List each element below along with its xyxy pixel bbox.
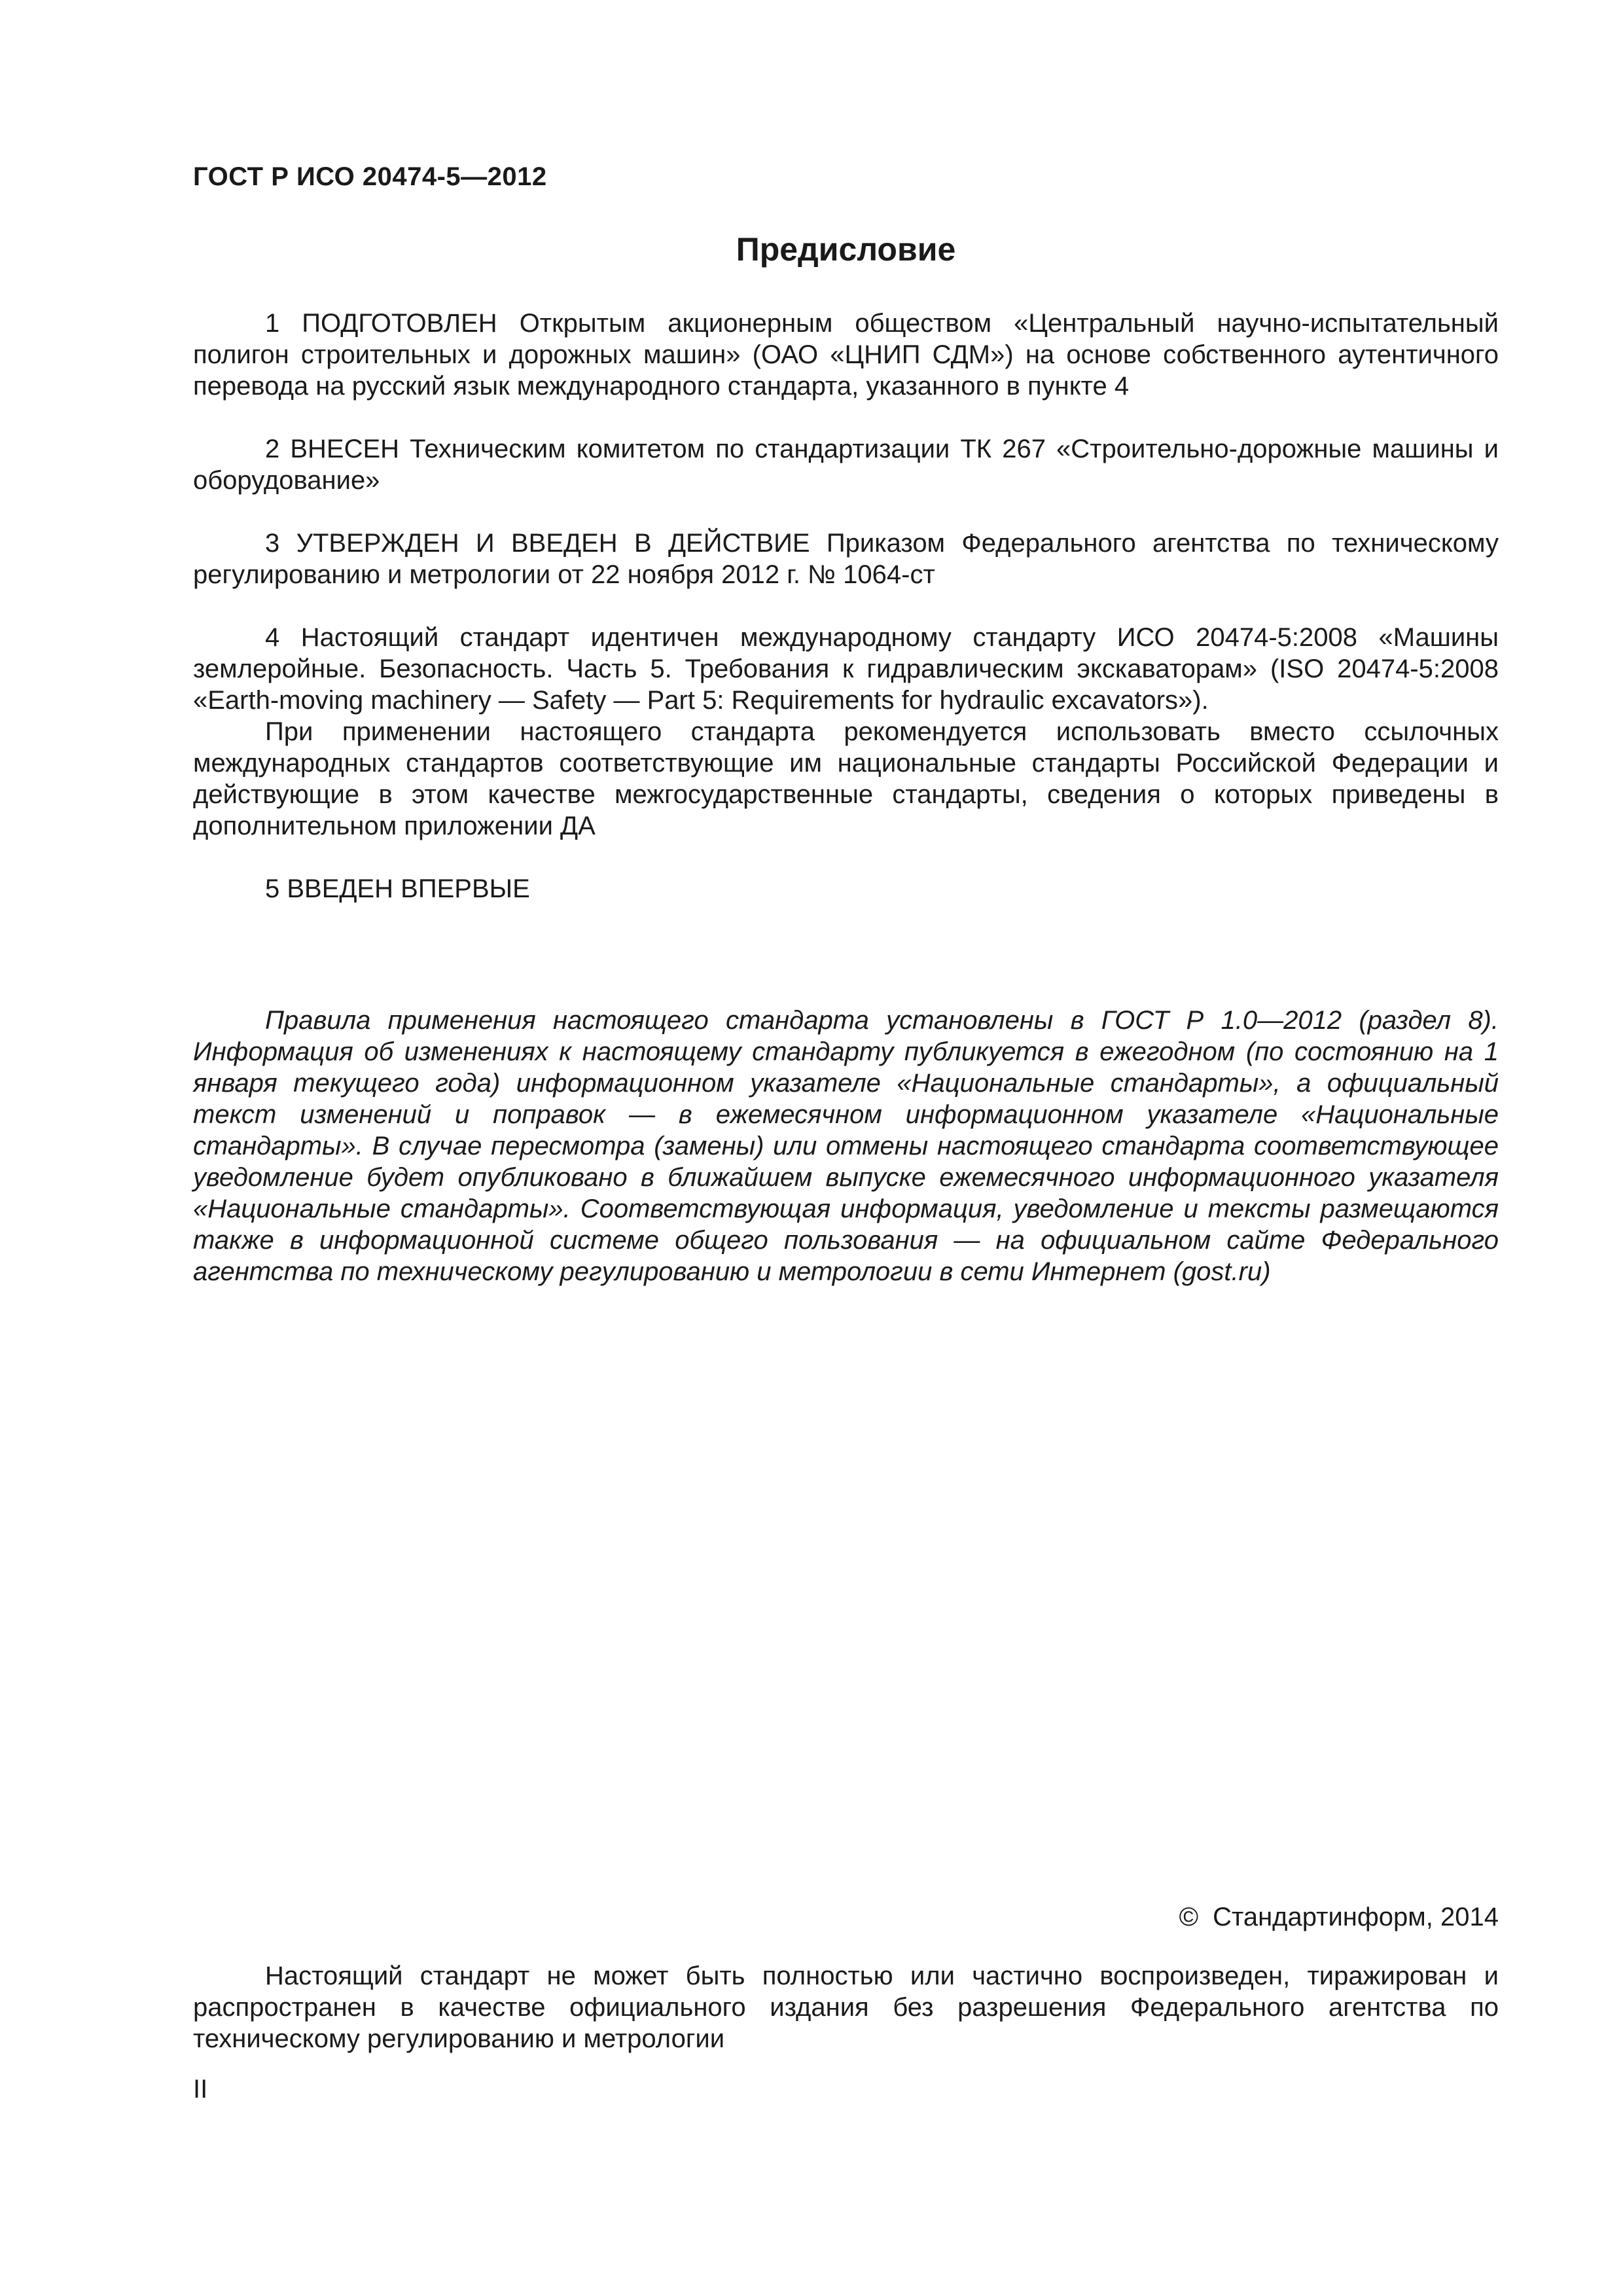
- item-keyword: ПОДГОТОВЛЕН: [302, 309, 497, 338]
- item-number: 5: [265, 874, 280, 903]
- item-keyword: Настоящий стандарт идентичен международному стандарту: [300, 623, 1096, 652]
- page-number: II: [193, 2075, 208, 2104]
- item-keyword: ВНЕСЕН: [290, 435, 400, 463]
- item-number: 1: [265, 309, 280, 338]
- item-keyword: ВВЕДЕН ВПЕРВЫЕ: [287, 874, 530, 903]
- foreword-item-2: [193, 433, 1499, 496]
- item-number: 2: [265, 435, 280, 463]
- item-text: Открытым акционерным обществом «Центральный научно-испытательный полигон строительных и дорожных машин» (ОАО «ЦНИП СДМ») на основе собственного аутентичного перевода на русский язык международного стандарта, указанного в пункте 4: [193, 309, 1499, 401]
- copyright-text: Стандартинформ, 2014: [1213, 1903, 1499, 1931]
- foreword-item-3: [193, 528, 1499, 590]
- foreword-item-1: [193, 308, 1499, 402]
- application-rules-notice: Правила применения настоящего стандарта установлены в ГОСТ Р 1.0—2012 (раздел 8). Информация об изменениях к настоящему стандарту публикуется в ежегодном (по состоянию на 1 января текущего года) информационном указателе «Национальные стандарты», а официальный текст изменений и поправок — в ежемесячном информационном указателе «Национальные стандарты». В случае пересмотра (замены) или отмены настоящего стандарта соответствующее уведомление будет опубликовано в ближайшем выпуске ежемесячного информационного указателя «Национальные стандарты». Соответствующая информация, уведомление и тексты размещаются также в информационной системе общего пользования — на официальном сайте Федерального агентства по техническому регулированию и метрологии в сети Интернет (gost.ru): [193, 1006, 1499, 1286]
- foreword-item-4-continuation: При применении настоящего стандарта рекомендуется использовать вместо ссылочных международных стандартов соответствующие им национальные стандарты Российской Федерации и действующие в этом качестве межгосударственные стандарты, сведения о которых приведены в дополнительном приложении ДА: [193, 717, 1499, 840]
- item-text: ИСО 20474-5:2008 «Машины землеройные. Безопасность. Часть 5. Требования к гидравлическим экскаваторам» (ISO 20474-5:2008 «Earth-moving machinery — Safety — Part 5: Requirements for hydraulic excavators»).: [193, 623, 1499, 715]
- foreword-item-4: [193, 622, 1499, 716]
- reproduction-rights-notice: Настоящий стандарт не может быть полностью или частично воспроизведен, тиражирован и распространен в качестве официального издания без разрешения Федерального агентства по техническому регулированию и метрологии: [193, 1962, 1499, 2053]
- copyright-symbol: ©: [1179, 1903, 1199, 1931]
- item-number: 4: [265, 623, 280, 652]
- item-text: Техническим комитетом по стандартизации ТК 267 «Строительно-дорожные машины и оборудование»: [193, 435, 1499, 495]
- foreword-item-5: [193, 873, 1499, 905]
- item-number: 3: [265, 529, 280, 558]
- foreword-items: [193, 308, 1499, 905]
- document-code-header: ГОСТ Р ИСО 20474-5—2012: [193, 162, 547, 191]
- copyright-line: [1179, 1901, 1499, 1933]
- page-title: Предисловие: [736, 231, 956, 268]
- item-text: Приказом Федерального агентства по техническому регулированию и метрологии от 22 ноября 2012 г. № 1064-ст: [193, 529, 1499, 589]
- item-keyword: УТВЕРЖДЕН И ВВЕДЕН В ДЕЙСТВИЕ: [296, 529, 810, 558]
